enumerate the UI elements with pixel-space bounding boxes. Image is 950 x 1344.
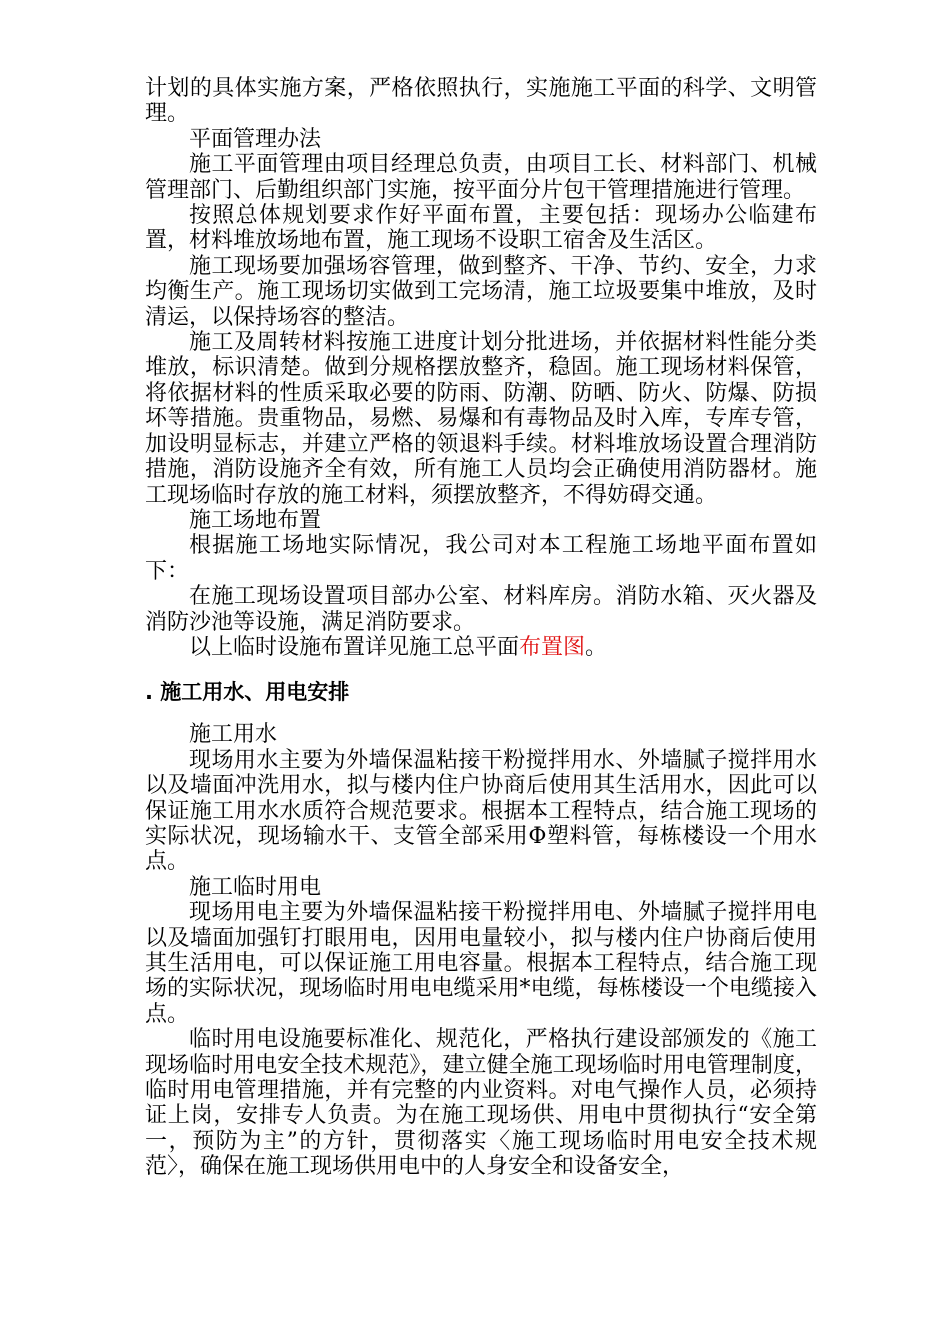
paragraph-site-layout-intro: 根据施工场地实际情况，我公司对本工程施工场地平面布置如下：	[145, 533, 817, 584]
paragraph-layout-reference	[145, 635, 817, 660]
paragraph-power-regulations: 临时用电设施要标准化、规范化，严格执行建设部颁发的《施工现场临时用电安全技术规范》，建立健全施工现场临时用电管理制度，临时用电管理措施，并有完整的内业资料。对电气操作人员，必须持证上岗，安排专人负责。为在施工现场供、用电中贯彻执行“安全第一，预防为主”的方针，贯彻落实〈施工现场临时用电安全技术规范〉，确保在施工现场供用电中的人身安全和设备安全，	[145, 1027, 817, 1180]
paragraph-site-appearance: 施工现场要加强场容管理，做到整齐、干净、节约、安全，力求均衡生产。施工现场切实做到工完场清，施工垃圾要集中堆放，及时清运，以保持场容的整洁。	[145, 253, 817, 330]
subheading-site-layout: 施工场地布置	[189, 507, 322, 533]
paragraph-management-responsibility: 施工平面管理由项目经理总负责，由项目工长、材料部门、机械管理部门、后勤组织部门实施，按平面分片包干管理措施进行管理。	[145, 152, 817, 203]
paragraph-site-facilities: 在施工现场设置项目部办公室、材料库房。消防水箱、灭火器及消防沙池等设施，满足消防要求。	[145, 584, 817, 635]
paragraph-water-supply: 现场用水主要为外墙保温粘接干粉搅拌用水、外墙腻子搅拌用水以及墙面冲洗用水，拟与楼内住户协商后使用其生活用水，因此可以保证施工用水水质符合规范要求。根据本工程特点，结合施工现场的实际状况，现场输水干、支管全部采用Φ塑料管，每栋楼设一个用水点。	[145, 747, 817, 875]
paragraph-power-supply: 现场用电主要为外墙保温粘接干粉搅拌用电、外墙腻子搅拌用电以及墙面加强钉打眼用电，因用电量较小，拟与楼内住户协商后使用其生活用电，可以保证施工用电容量。根据本工程特点，结合施工现场的实际状况，现场临时用电电缆采用*电缆，每栋楼设一个电缆接入点。	[145, 900, 817, 1027]
subheading-plane-management: 平面管理办法	[189, 126, 322, 152]
layout-drawing-link[interactable]: 布置图	[519, 634, 586, 660]
paragraph-material-storage: 施工及周转材料按施工进度计划分批进场，并依据材料性能分类堆放，标识清楚。做到分规格摆放整齐，稳固。施工现场材料保管，将依据材料的性质采取必要的防雨、防潮、防晒、防火、防爆、防损坏等措施。贵重物品，易燃、易爆和有毒物品及时入库，专库专管，加设明显标志，并建立严格的领退料手续。材料堆放场设置合理消防措施，消防设施齐全有效，所有施工人员均会正确使用消防器材。施工现场临时存放的施工材料，须摆放整齐，不得妨碍交通。	[145, 330, 817, 508]
layout-reference-text: 以上临时设施布置详见施工总平面	[189, 634, 520, 660]
paragraph-continued: 计划的具体实施方案，严格依照执行，实施施工平面的科学、文明管理。	[145, 76, 817, 127]
subheading-temporary-power: 施工临时用电	[189, 874, 322, 900]
section-heading-water-power: . 施工用水、用电安排	[145, 680, 350, 705]
paragraph-layout-plan: 按照总体规划要求作好平面布置，主要包括：现场办公临建布置，材料堆放场地布置，施工现场不设职工宿舍及生活区。	[145, 203, 817, 254]
layout-reference-end: 。	[585, 634, 608, 660]
document-page	[145, 76, 817, 1180]
subheading-construction-water: 施工用水	[189, 722, 278, 748]
